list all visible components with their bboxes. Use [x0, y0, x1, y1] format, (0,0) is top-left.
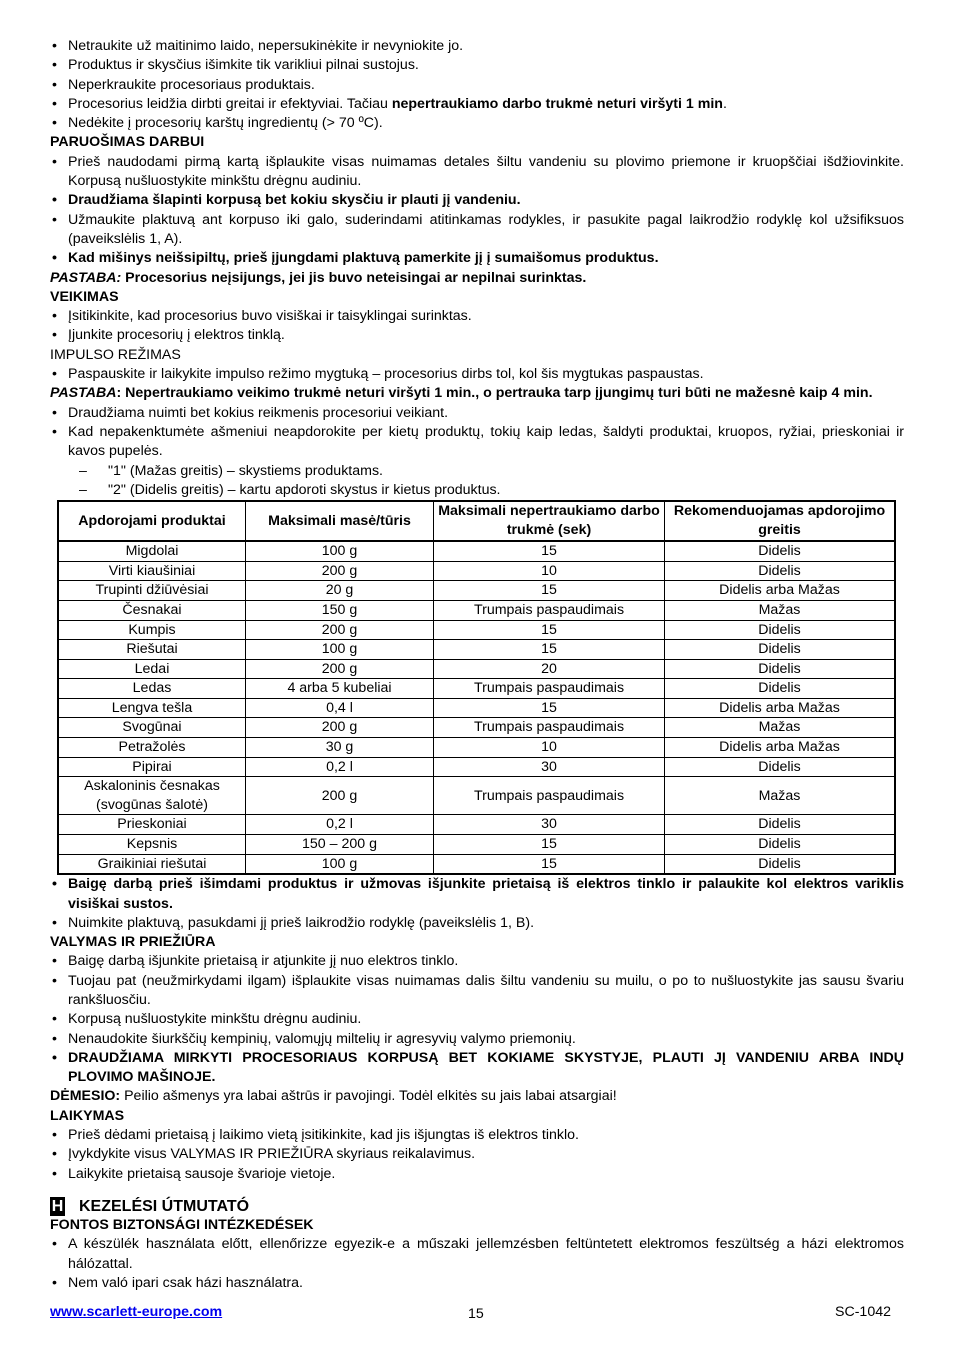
table-cell: Trumpais paspaudimais	[434, 600, 665, 620]
table-cell: Prieskoniai	[58, 815, 246, 835]
speed-item: – "1" (Mažas greitis) – skystiems produktams.	[50, 462, 904, 481]
table-cell: 200 g	[246, 718, 434, 738]
list-item: • Baigę darbą išjunkite prietaisą ir atjunkite jį nuo elektros tinklo.	[50, 952, 904, 971]
list-item: • Produktus ir skysčius išimkite tik varikliui pilnai sustojus.	[50, 56, 904, 75]
column-header: Maksimali masė/tūris	[246, 501, 434, 541]
table-cell: Kumpis	[58, 620, 246, 640]
table-cell: 30 g	[246, 738, 434, 758]
table-cell: Migdolai	[58, 541, 246, 561]
table-row	[58, 738, 895, 758]
list-item: • Užmaukite plaktuvą ant korpuso iki galo, suderindami atitinkamas rodykles, ir pasukite pagal laikrodžio rodyklę kol užsifiksuos (paveikslėlis 1, A).	[50, 211, 904, 250]
column-header: Rekomenduojamas apdorojimo greitis	[665, 501, 896, 541]
table-cell: 15	[434, 854, 665, 874]
table-row	[58, 815, 895, 835]
note-label: PASTABA:	[50, 269, 122, 286]
table-cell: 4 arba 5 kubeliai	[246, 679, 434, 699]
list-item: • Įjunkite procesorių į elektros tinklą.	[50, 326, 904, 345]
table-cell: 100 g	[246, 854, 434, 874]
list-item: • Korpusą nušluostykite minkštu drėgnu audiniu.	[50, 1010, 904, 1029]
model-number: SC-1042	[835, 1304, 891, 1320]
hu-title-text: KEZELÉSI ÚTMUTATÓ	[79, 1197, 250, 1215]
table-cell: Trupinti džiūvėsiai	[58, 581, 246, 601]
table-cell: Didelis arba Mažas	[665, 738, 896, 758]
table-cell: Mažas	[665, 777, 896, 815]
table-cell: 15	[434, 541, 665, 561]
table-cell: Ledas	[58, 679, 246, 699]
page-footer	[50, 1303, 904, 1323]
list-item: • Nedėkite į procesorių karštų ingredientų (> 70 ºC).	[50, 114, 904, 133]
table-cell: 15	[434, 581, 665, 601]
table-cell: 0,2 l	[246, 815, 434, 835]
table-row	[58, 659, 895, 679]
table-row	[58, 835, 895, 855]
section-heading-storage: LAIKYMAS	[50, 1107, 125, 1124]
prep-list	[50, 153, 904, 269]
table-cell: Didelis	[665, 620, 896, 640]
page-content	[50, 37, 904, 1293]
section-heading-operation: VEIKIMAS	[50, 288, 119, 305]
page-number: 15	[468, 1306, 484, 1322]
table-cell: Didelis	[665, 679, 896, 699]
list-item: • Nenaudokite šiurkščių kempinių, valomųjų miltelių ir agresyvių valymo priemonių.	[50, 1030, 904, 1049]
attention-note	[50, 1087, 904, 1106]
table-row	[58, 581, 895, 601]
section-heading-impulse: IMPULSO REŽIMAS	[50, 346, 181, 363]
hu-subheading: FONTOS BIZTONSÁGI INTÉZKEDÉSEK	[50, 1216, 314, 1233]
table-row	[58, 600, 895, 620]
website-link[interactable]: www.scarlett-europe.com	[50, 1304, 223, 1320]
list-item: • Paspauskite ir laikykite impulso režimo mygtuką – procesorius dirbs tol, kol šis mygtukas paspaustas.	[50, 365, 904, 384]
list-item: • Įvykdykite visus VALYMAS IR PRIEŽIŪRA skyriaus reikalavimus.	[50, 1145, 904, 1164]
table-cell: Didelis	[665, 659, 896, 679]
table-cell: Didelis arba Mažas	[665, 698, 896, 718]
attention-text: Peilio ašmenys yra labai aštrūs ir pavojingi. Todėl elkitės su jais labai atsargiai!	[120, 1088, 617, 1105]
section-heading-prep: PARUOŠIMAS DARBUI	[50, 134, 205, 151]
operation-list-2	[50, 404, 904, 500]
section-heading-cleaning: VALYMAS IR PRIEŽIŪRA	[50, 934, 216, 951]
list-item: • Baigę darbą prieš išimdami produktus ir užmovas išjunkite prietaisą iš elektros tinklo ir palaukite kol elektros variklis visiškai sustos.	[50, 875, 904, 914]
list-item: • Nem való ipari csak házi használatra.	[50, 1274, 904, 1293]
table-cell: 15	[434, 698, 665, 718]
table-cell: Didelis	[665, 561, 896, 581]
table-row	[58, 541, 895, 561]
list-item: • Prieš naudodami pirmą kartą išplaukite visas nuimamas detales šiltu vandeniu su plovimo priemone ir kruopščiai išdžiovinkite. Korpusą nušluostykite minkštu drėgnu audiniu.	[50, 153, 904, 192]
table-cell: Didelis	[665, 541, 896, 561]
processing-table	[57, 500, 896, 875]
table-cell: 20 g	[246, 581, 434, 601]
table-row	[58, 854, 895, 874]
note-text: : Nepertraukiamo veikimo trukmė neturi viršyti 1 min., o pertrauka tarp įjungimų turi būti ne mažesnė kaip 4 min.	[116, 385, 873, 402]
table-row	[58, 757, 895, 777]
column-header: Apdorojami produktai	[58, 501, 246, 541]
table-cell: 200 g	[246, 659, 434, 679]
table-cell: Mažas	[665, 718, 896, 738]
table-row	[58, 718, 895, 738]
table-cell: 150 g	[246, 600, 434, 620]
hu-section-title	[50, 1197, 904, 1216]
table-cell: 150 – 200 g	[246, 835, 434, 855]
speed-item-end: .	[722, 95, 727, 112]
table-cell: 15	[434, 640, 665, 660]
list-item: • DRAUDŽIAMA MIRKYTI PROCESORIAUS KORPUSĄ BET KOKIAME SKYSTYJE, PLAUTI JĮ VANDENIU ARBA INDŲ PLOVIMO MAŠINOJE.	[50, 1049, 904, 1088]
table-cell: Didelis	[665, 757, 896, 777]
table-cell: 100 g	[246, 541, 434, 561]
table-cell: Petražolės	[58, 738, 246, 758]
attention-label: DĖMESIO:	[50, 1088, 121, 1105]
table-cell: 10	[434, 738, 665, 758]
list-item: • Kad mišinys neišsipiltų, prieš įjungdami plaktuvą pamerkite jį į sumaišomus produktus.	[50, 249, 904, 268]
operation-list	[50, 307, 904, 346]
table-row	[58, 777, 895, 815]
table-cell: Ledai	[58, 659, 246, 679]
list-item: • Nuimkite plaktuvą, pasukdami jį prieš laikrodžio rodyklę (paveikslėlis 1, B).	[50, 914, 904, 933]
table-cell: Virti kiaušiniai	[58, 561, 246, 581]
table-cell: 100 g	[246, 640, 434, 660]
table-cell: 200 g	[246, 620, 434, 640]
table-cell: Česnakai	[58, 600, 246, 620]
list-item: • Draudžiama nuimti bet kokius reikmenis procesoriui veikiant.	[50, 404, 904, 423]
table-cell: Mažas	[665, 600, 896, 620]
table-row	[58, 698, 895, 718]
table-cell: 10	[434, 561, 665, 581]
table-cell: Svogūnai	[58, 718, 246, 738]
after-list	[50, 875, 904, 933]
table-cell: 200 g	[246, 777, 434, 815]
table-cell: 30	[434, 757, 665, 777]
list-item: • Laikykite prietaisą sausoje švarioje vietoje.	[50, 1165, 904, 1184]
speed-item-text: Procesorius leidžia dirbti greitai ir efektyviai. Tačiau	[68, 95, 392, 112]
list-item: • Prieš dėdami prietaisą į laikimo vietą įsitikinkite, kad jis išjungtas iš elektros tinklo.	[50, 1126, 904, 1145]
table-cell: Didelis	[665, 854, 896, 874]
table-row	[58, 620, 895, 640]
table-cell: 30	[434, 815, 665, 835]
table-cell: Didelis	[665, 640, 896, 660]
list-item: • Kad nepakenktumėte ašmeniui neapdorokite per kietų produktų, tokių kaip ledas, šaldyti produktai, kruopos, ryžiai, prieskoniai ir kavos pupelės.	[50, 423, 904, 462]
column-header: Maksimali nepertraukiamo darbo trukmė (sek)	[434, 501, 665, 541]
speed-item: – "2" (Didelis greitis) – kartu apdoroti skystus ir kietus produktus.	[50, 481, 904, 500]
hu-list	[50, 1235, 904, 1293]
table-cell: 200 g	[246, 561, 434, 581]
table-body	[58, 541, 895, 874]
table-cell: 0,4 l	[246, 698, 434, 718]
speed-item-bold: nepertraukiamo darbo trukmė neturi viršyti 1 min	[391, 95, 723, 112]
list-item: • A készülék használata előtt, ellenőrizze egyezik-e a műszaki jellemzésben feltüntetett elektromos feszültség a házi elektromos hálózattal.	[50, 1235, 904, 1274]
table-cell: 15	[434, 835, 665, 855]
list-item: • Netraukite už maitinimo laido, nepersukinėkite ir nevyniokite jo.	[50, 37, 904, 56]
table-cell: 20	[434, 659, 665, 679]
list-item	[50, 95, 904, 114]
top-list	[50, 37, 904, 133]
table-row	[58, 561, 895, 581]
table-cell: 15	[434, 620, 665, 640]
note-1	[50, 269, 904, 288]
list-item: • Draudžiama šlapinti korpusą bet kokiu skysčiu ir plauti jį vandeniu.	[50, 191, 904, 210]
table-cell: Graikiniai riešutai	[58, 854, 246, 874]
table-cell: Didelis	[665, 815, 896, 835]
table-cell: Riešutai	[58, 640, 246, 660]
table-cell: Trumpais paspaudimais	[434, 777, 665, 815]
table-cell: Pipirai	[58, 757, 246, 777]
table-cell: Lengva tešla	[58, 698, 246, 718]
table-cell: Trumpais paspaudimais	[434, 679, 665, 699]
table-header-row	[58, 501, 895, 541]
table-cell: Kepsnis	[58, 835, 246, 855]
language-badge: H	[51, 1197, 64, 1215]
list-item: • Neperkraukite procesoriaus produktais.	[50, 76, 904, 95]
note-text: Procesorius neįsijungs, jei jis buvo neteisingai ar nepilnai surinktas.	[121, 269, 587, 286]
impulse-list	[50, 365, 904, 384]
note-2	[50, 384, 904, 403]
table-cell: Trumpais paspaudimais	[434, 718, 665, 738]
table-row	[58, 640, 895, 660]
table-cell: Askaloninis česnakas (svogūnas šalotė)	[58, 777, 246, 815]
list-item: • Tuojau pat (neužmirkydami ilgam) išplaukite visas nuimamas dalis šiltu vandeniu su muilu, o po to nušluostykite jas sausu švariu rankšluosčiu.	[50, 972, 904, 1011]
table-cell: Didelis	[665, 835, 896, 855]
table-cell: Didelis arba Mažas	[665, 581, 896, 601]
storage-list	[50, 1126, 904, 1184]
list-item: • Įsitikinkite, kad procesorius buvo visiškai ir taisyklingai surinktas.	[50, 307, 904, 326]
table-row	[58, 679, 895, 699]
table-cell: 0,2 l	[246, 757, 434, 777]
note-label: PASTABA	[50, 385, 117, 402]
cleaning-list	[50, 952, 904, 1087]
